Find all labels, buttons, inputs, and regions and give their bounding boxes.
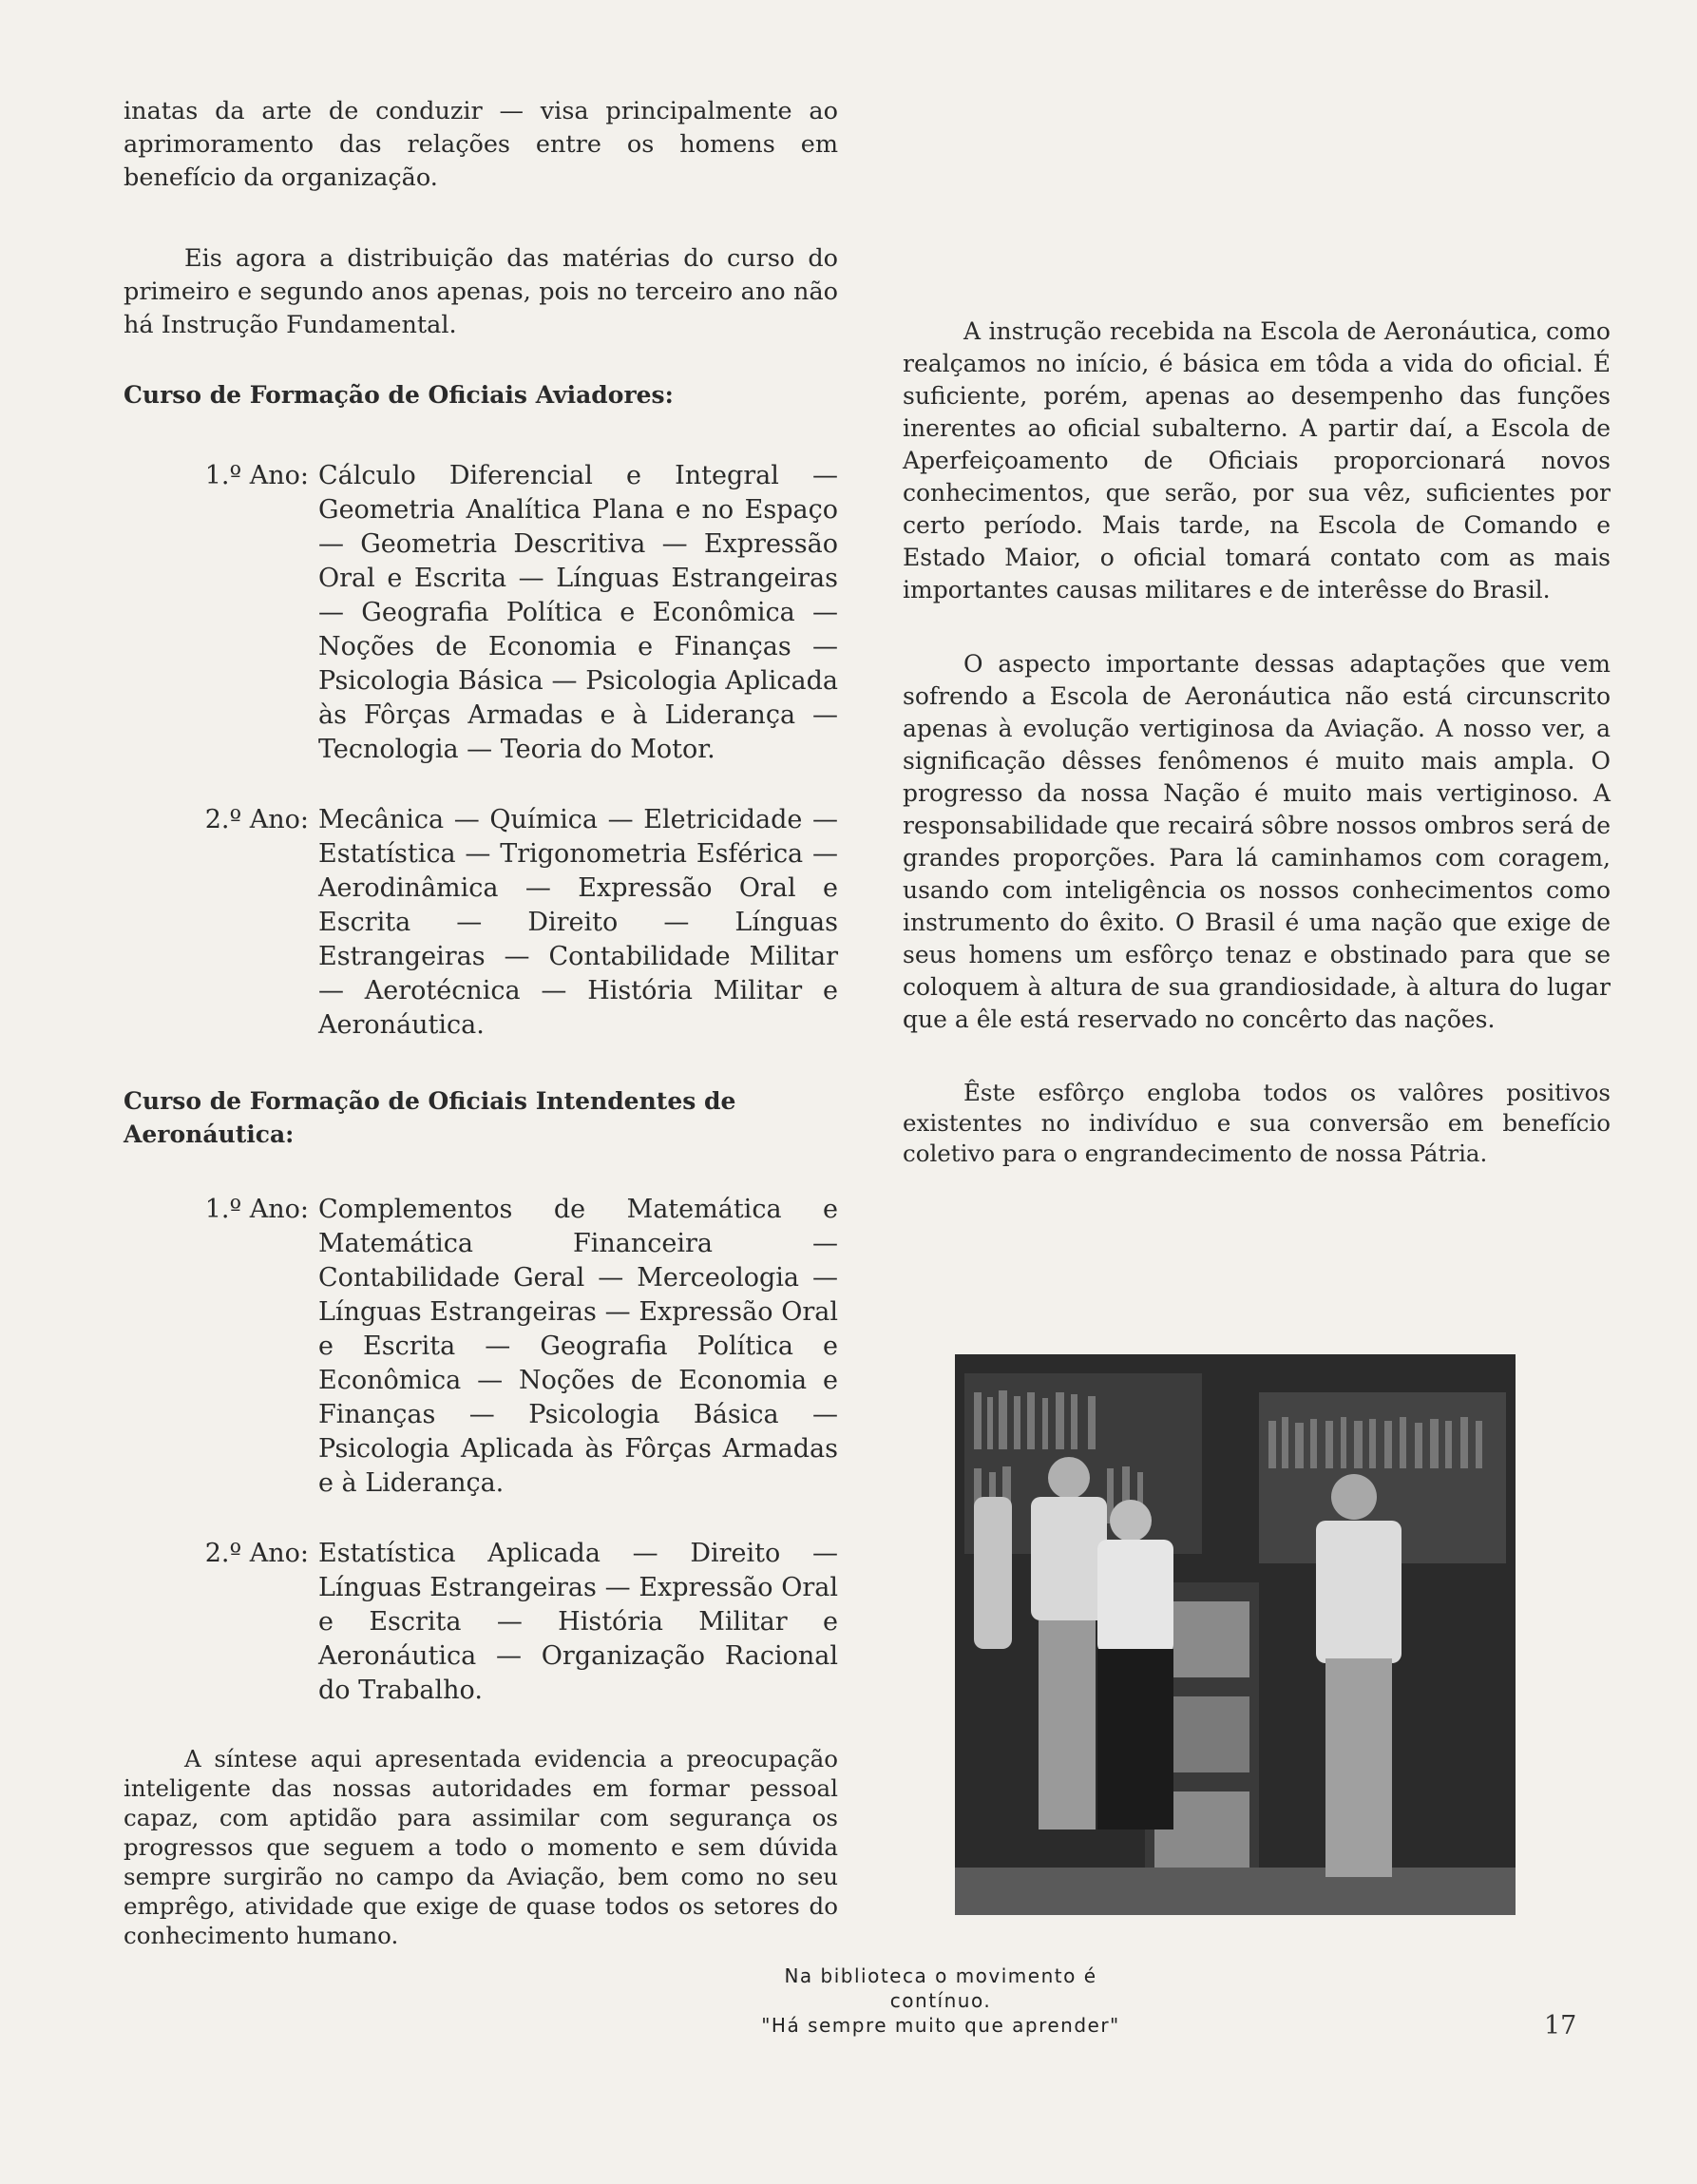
library-photo: [955, 1354, 1516, 1915]
aviators-year-2: [143, 803, 838, 1043]
instruction-paragraph: A instrução recebida na Escola de Aeronáutica, como realçamos no início, é básica em tôda a vida do oficial. É suficiente, porém, apenas ao desempenho das funções inerentes ao oficial subalterno. A partir daí, a Escola de Aperfeiçoamento de Oficiais proporcionará novos conhecimentos, que serão, por sua vêz, suficientes por certo período. Mais tarde, na Escola de Comando e Estado Maior, o oficial tomará contato com as mais importantes causas militares e de interêsse do Brasil.: [903, 317, 1611, 603]
year-subjects: Mecânica — Química — Eletricidade — Estatística — Trigonometria Esférica — Aerodinâmica — Expressão Oral e Escrita — Direito — Línguas Estrangeiras — Contabilidade Militar — Aerotécnica — História Militar e Aeronáutica.: [318, 805, 838, 1040]
intendants-year-1: [143, 1193, 838, 1501]
intro-paragraph: inatas da arte de conduzir — visa principalmente ao aprimoramento das relações entre os homens em benefício da organização.: [124, 97, 838, 192]
effort-paragraph: Êste esfôrço engloba todos os valôres positivos existentes no indivíduo e sua conversão em benefício coletivo para o engrandecimento de nossa Pátria.: [903, 1079, 1611, 1167]
adaptations-paragraph: O aspecto importante dessas adaptações que vem sofrendo a Escola de Aeronáutica não está circunscrito apenas à evolução vertiginosa da Aviação. A nosso ver, a significação dêsses fenômenos é muito mais ampla. O progresso da nossa Nação é muito mais vertiginoso. A responsabilidade que recairá sôbre nossos ombros será de grandes proporções. Para lá caminhamos com coragem, usando com inteligência os nossos conhecimentos como instrumento do êxito. O Brasil é uma nação que exige de seus homens um esfôrço tenaz e obstinado para que se coloquem à altura de sua grandiosidade, à altura do lugar que a êle está reservado no concêrto das nações.: [903, 650, 1611, 1033]
course-aviators-heading: Curso de Formação de Oficiais Aviadores:: [124, 381, 674, 409]
library-photo-image: [955, 1354, 1516, 1915]
course-intendants-heading: Curso de Formação de Oficiais Intendentes de Aeronáutica:: [124, 1087, 736, 1148]
synthesis-paragraph: A síntese aqui apresentada evidencia a preocupação inteligente das nossas autoridades em formar pessoal capaz, com aptidão para assimilar com segurança os progressos que seguem a todo o momento e sem dúvida sempre surgirão no campo da Aviação, bem como no seu emprêgo, atividade que exige de quase todos os setores do conhecimento humano.: [124, 1745, 838, 1949]
year-subjects: Cálculo Diferencial e Integral — Geometria Analítica Plana e no Espaço — Geometria Descritiva — Expressão Oral e Escrita — Línguas Estrangeiras — Geografia Política e Econômica — Noções de Economia e Finanças — Psicologia Básica — Psicologia Aplicada às Fôrças Armadas e à Liderança — Tecnologia — Teoria do Motor.: [318, 461, 838, 764]
year-label: 1.º Ano:: [204, 461, 309, 490]
intendants-year-2: [143, 1537, 838, 1708]
page-number: 17: [1544, 2011, 1577, 2040]
year-label: 2.º Ano:: [204, 805, 309, 834]
photo-caption: [741, 1964, 1140, 2038]
year-label: 2.º Ano:: [204, 1539, 309, 1568]
caption-line-2: "Há sempre muito que aprender": [761, 2014, 1120, 2037]
year-subjects: Estatística Aplicada — Direito — Línguas Estrangeiras — Expressão Oral e Escrita — História Militar e Aeronáutica — Organização Racional do Trabalho.: [318, 1539, 838, 1705]
year-subjects: Complementos de Matemática e Matemática Financeira — Contabilidade Geral — Merceologia — Línguas Estrangeiras — Expressão Oral e Escrita — Geografia Política e Econômica — Noções de Economia e Finanças — Psicologia Básica — Psicologia Aplicada às Fôrças Armadas e à Liderança.: [318, 1195, 838, 1498]
distribution-paragraph: Eis agora a distribuição das matérias do curso do primeiro e segundo anos apenas, pois no terceiro ano não há Instrução Fundamental.: [124, 244, 838, 339]
aviators-year-1: [143, 459, 838, 767]
left-column: [124, 95, 838, 1950]
right-column: [903, 316, 1611, 1169]
caption-line-1: Na biblioteca o movimento é contínuo.: [784, 1964, 1097, 2012]
year-label: 1.º Ano:: [204, 1195, 309, 1224]
